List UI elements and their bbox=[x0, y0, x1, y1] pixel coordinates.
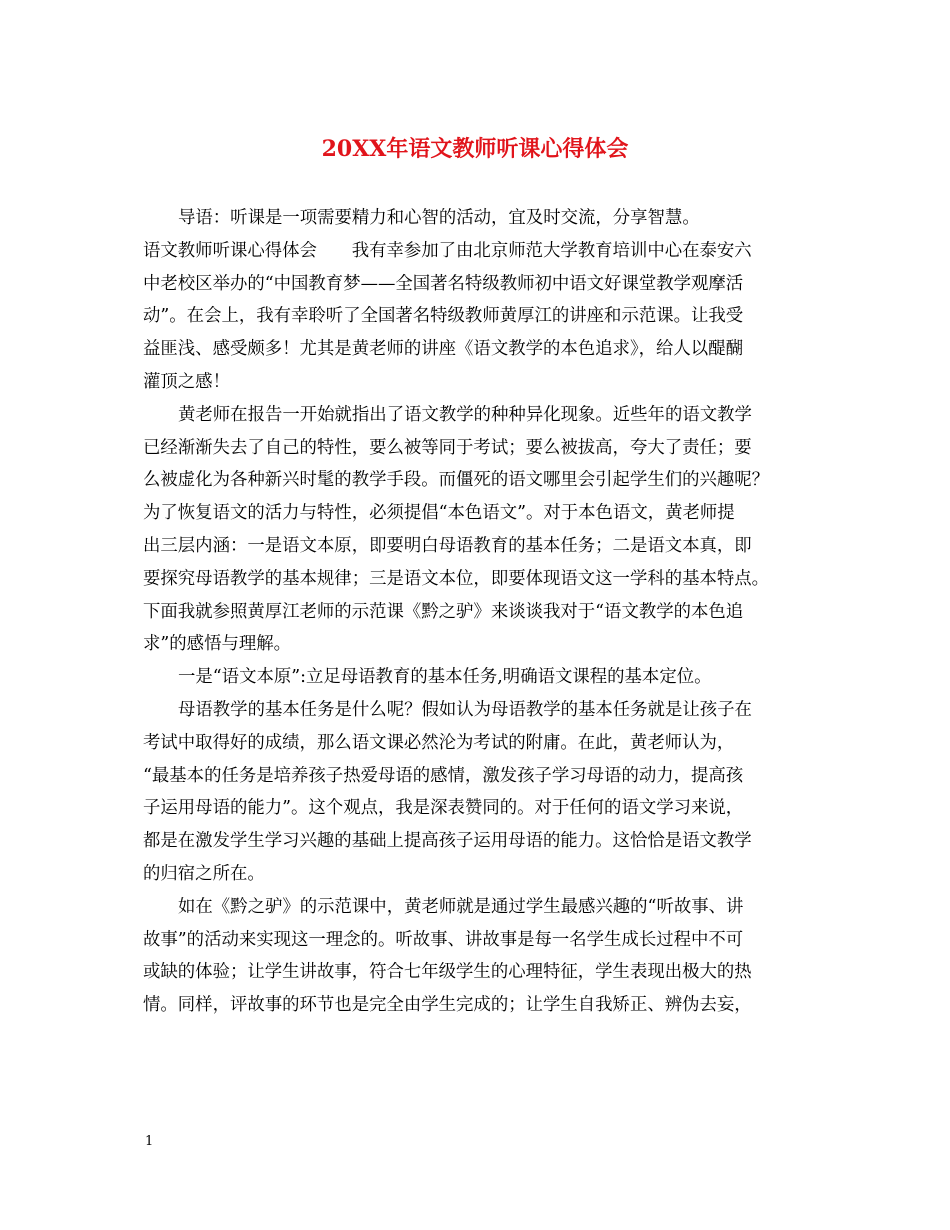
page-number: 1 bbox=[145, 1134, 154, 1149]
text-line: 考试中取得好的成绩，那么语文课必然沦为考试的附庸。在此，黄老师认为， bbox=[143, 732, 735, 753]
text-line: 求”的感悟与理解。 bbox=[143, 634, 292, 655]
text-line: 益匪浅、感受颇多！尤其是黄老师的讲座《语文教学的本色追求》，给人以醍醐 bbox=[143, 339, 743, 360]
text-line: 要探究母语教学的基本规律；三是语文本位，即要体现语文这一学科的基本特点。 bbox=[143, 568, 770, 589]
text-line: 导语：听课是一项需要精力和心智的活动，宜及时交流，分享智慧。 bbox=[178, 208, 700, 228]
text-line: 一是“语文本原”:立足母语教育的基本任务,明确语文课程的基本定位。 bbox=[178, 667, 712, 688]
text-line: 都是在激发学生学习兴趣的基础上提高孩子运用母语的能力。这恰恰是语文教学 bbox=[143, 831, 752, 852]
text-line: 的归宿之所在。 bbox=[143, 863, 265, 884]
text-line: 黄老师在报告一开始就指出了语文教学的种种异化现象。近些年的语文教学 bbox=[178, 404, 752, 425]
text-line: 中老校区举办的“中国教育梦——全国著名特级教师初中语文好课堂教学观摩活 bbox=[143, 273, 744, 294]
text-line: 母语教学的基本任务是什么呢？假如认为母语教学的基本任务就是让孩子在 bbox=[178, 699, 752, 720]
text-line: 故事”的活动来实现这一理念的。听故事、讲故事是每一名学生成长过程中不可 bbox=[143, 929, 744, 950]
document-title: 20XX年语文教师听课心得体会 bbox=[321, 136, 629, 162]
text-line: “最基本的任务是培养孩子热爱母语的感情，激发孩子学习母语的动力，提高孩 bbox=[143, 765, 744, 786]
text-line: 动”。在会上，我有幸聆听了全国著名特级教师黄厚江的讲座和示范课。让我受 bbox=[143, 306, 744, 327]
text-line: 或缺的体验；让学生讲故事，符合七年级学生的心理特征，学生表现出极大的热 bbox=[143, 962, 752, 983]
text-line: 出三层内涵：一是语文本原，即要明白母语教育的基本任务；二是语文本真，即 bbox=[143, 535, 752, 556]
text-line: 么被虚化为各种新兴时髦的教学手段。而僵死的语文哪里会引起学生们的兴趣呢？ bbox=[143, 470, 770, 491]
text-line: 已经渐渐失去了自己的特性，要么被等同于考试；要么被拔高，夸大了责任；要 bbox=[143, 437, 752, 458]
text-line: 下面我就参照黄厚江老师的示范课《黔之驴》来谈谈我对于“语文教学的本色追 bbox=[143, 601, 744, 622]
document-body bbox=[143, 202, 811, 1022]
text-line: 灌顶之感！ bbox=[143, 371, 230, 392]
text-line: 语文教师听课心得体会 我有幸参加了由北京师范大学教育培训中心在泰安六 bbox=[143, 240, 752, 261]
text-line: 子运用母语的能力”。这个观点，我是深表赞同的。对于任何的语文学习来说， bbox=[143, 798, 744, 819]
text-line: 情。同样，评故事的环节也是完全由学生完成的；让学生自我矫正、辨伪去妄， bbox=[143, 995, 752, 1016]
text-line: 如在《黔之驴》的示范课中，黄老师就是通过学生最感兴趣的“听故事、讲 bbox=[178, 896, 744, 917]
text-line: 为了恢复语文的活力与特性，必须提倡“本色语文”。对于本色语文，黄老师提 bbox=[143, 503, 735, 524]
